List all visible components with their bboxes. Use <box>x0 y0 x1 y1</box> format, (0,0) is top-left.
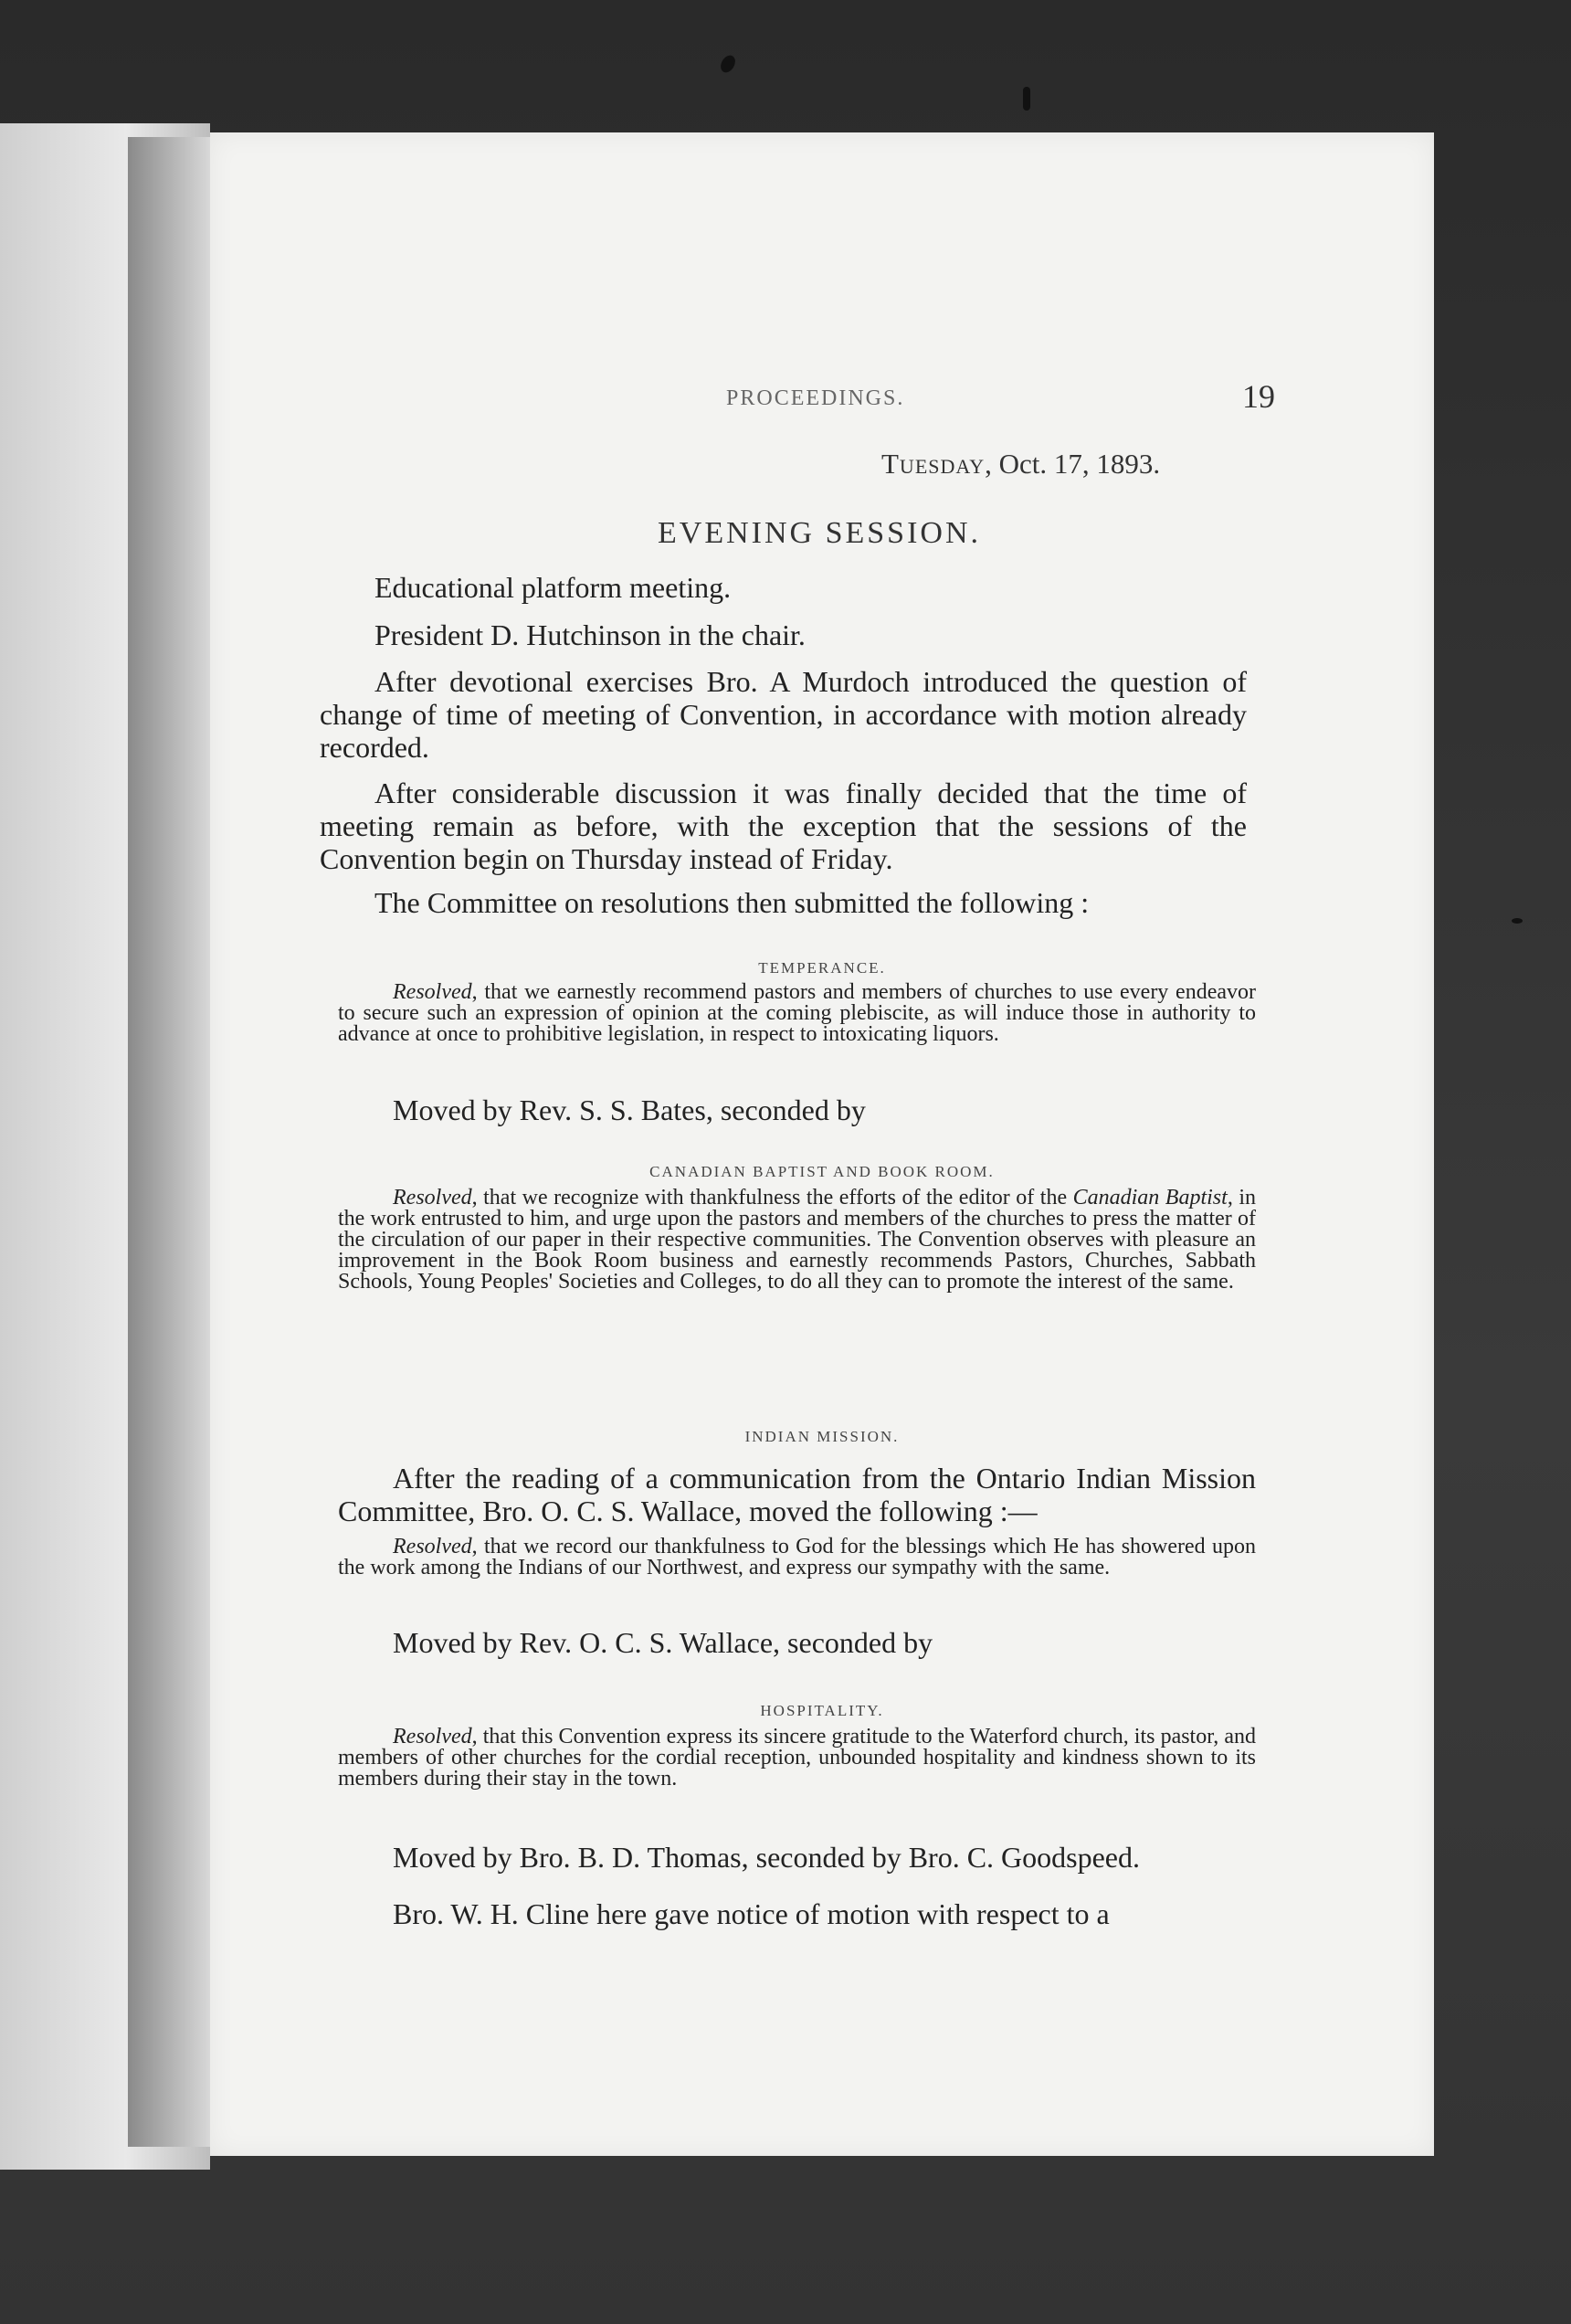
resolution-text: , that this Convention express its sincere gratitude to the Waterford church, its pastor, and members of other churches for the cordial reception, unbounded hospitality and kindness shown to its members during their stay in the town. <box>338 1725 1256 1791</box>
resolution-text-a: , that we recognize with thankfulness the efforts of the editor of the <box>471 1186 1073 1210</box>
running-head: PROCEEDINGS. <box>726 386 905 410</box>
resolved-label: Resolved <box>393 1186 472 1210</box>
document-page <box>210 132 1434 2156</box>
session-title: EVENING SESSION. <box>658 516 981 550</box>
scan-speck <box>1512 918 1523 924</box>
page-number: 19 <box>1242 378 1275 415</box>
resolved-label: Resolved <box>393 980 472 1004</box>
paragraph-devotional: After devotional exercises Bro. A Murdoch introduced the question of change of time of meeting of Convention, in accordance with motion already recorded. <box>320 665 1247 764</box>
heading-canadian-baptist: CANADIAN BAPTIST AND BOOK ROOM. <box>649 1163 995 1180</box>
heading-indian-mission: INDIAN MISSION. <box>744 1428 900 1445</box>
resolution-text-b: , in the work entrusted to him, and urge upon the pastors and members of the churches to press the matter of the circulation of our paper in their respective communities. The Convention observes with pleasure an improvement in the Book Room business and earnestly recommends Pastors, Churches, Sabbath Schools, Young Peoples' Societies and Colleges, to do all they can to promote the interest of the same. <box>338 1186 1257 1294</box>
paragraph-chair: President D. Hutchinson in the chair. <box>374 618 806 651</box>
resolution-hospitality <box>338 1727 1256 1790</box>
paragraph-committee: The Committee on resolutions then submitted the following : <box>374 886 1090 919</box>
paragraph-discussion: After considerable discussion it was finally decided that the time of meeting remain as before, with the exception that the sessions of the Convention begin on Thursday instead of Friday. <box>320 776 1247 875</box>
date-day: Tuesday <box>881 448 986 480</box>
book-gutter <box>128 137 210 2147</box>
heading-hospitality: HOSPITALITY. <box>760 1702 884 1719</box>
paper-name: Canadian Baptist <box>1072 1186 1228 1210</box>
date-rest: , Oct. 17, 1893. <box>985 448 1161 480</box>
resolved-label: Resolved <box>393 1725 472 1748</box>
heading-temperance: TEMPERANCE. <box>758 959 886 977</box>
resolution-canadian-baptist <box>338 1188 1256 1293</box>
moved-indian-mission: Moved by Rev. O. C. S. Wallace, seconded by <box>393 1626 933 1659</box>
paragraph-indian-intro: After the reading of a communication from the Ontario Indian Mission Committee, Bro. O. C. S. Wallace, moved the following :— <box>338 1462 1256 1527</box>
resolution-temperance <box>338 982 1256 1045</box>
scan-speck <box>1023 87 1030 111</box>
dateline <box>881 448 1160 481</box>
moved-temperance: Moved by Rev. S. S. Bates, seconded by <box>393 1093 866 1126</box>
paragraph-platform: Educational platform meeting. <box>374 571 732 604</box>
moved-hospitality: Moved by Bro. B. D. Thomas, seconded by Bro. C. Goodspeed. <box>393 1841 1140 1874</box>
resolution-indian-mission <box>338 1537 1256 1579</box>
resolved-label: Resolved <box>393 1535 472 1558</box>
paragraph-notice-of-motion: Bro. W. H. Cline here gave notice of motion with respect to a <box>393 1897 1110 1930</box>
resolution-text: , that we earnestly recommend pastors and members of churches to use every endeavor to secure such an expression of opinion at the coming plebiscite, as will induce those in authority to advance at once to prohibitive legislation, in respect to intoxicating liquors. <box>338 980 1256 1046</box>
resolution-text: , that we record our thankfulness to God for the blessings which He has showered upon the work among the Indians of our Northwest, and express our sympathy with the same. <box>338 1535 1256 1579</box>
